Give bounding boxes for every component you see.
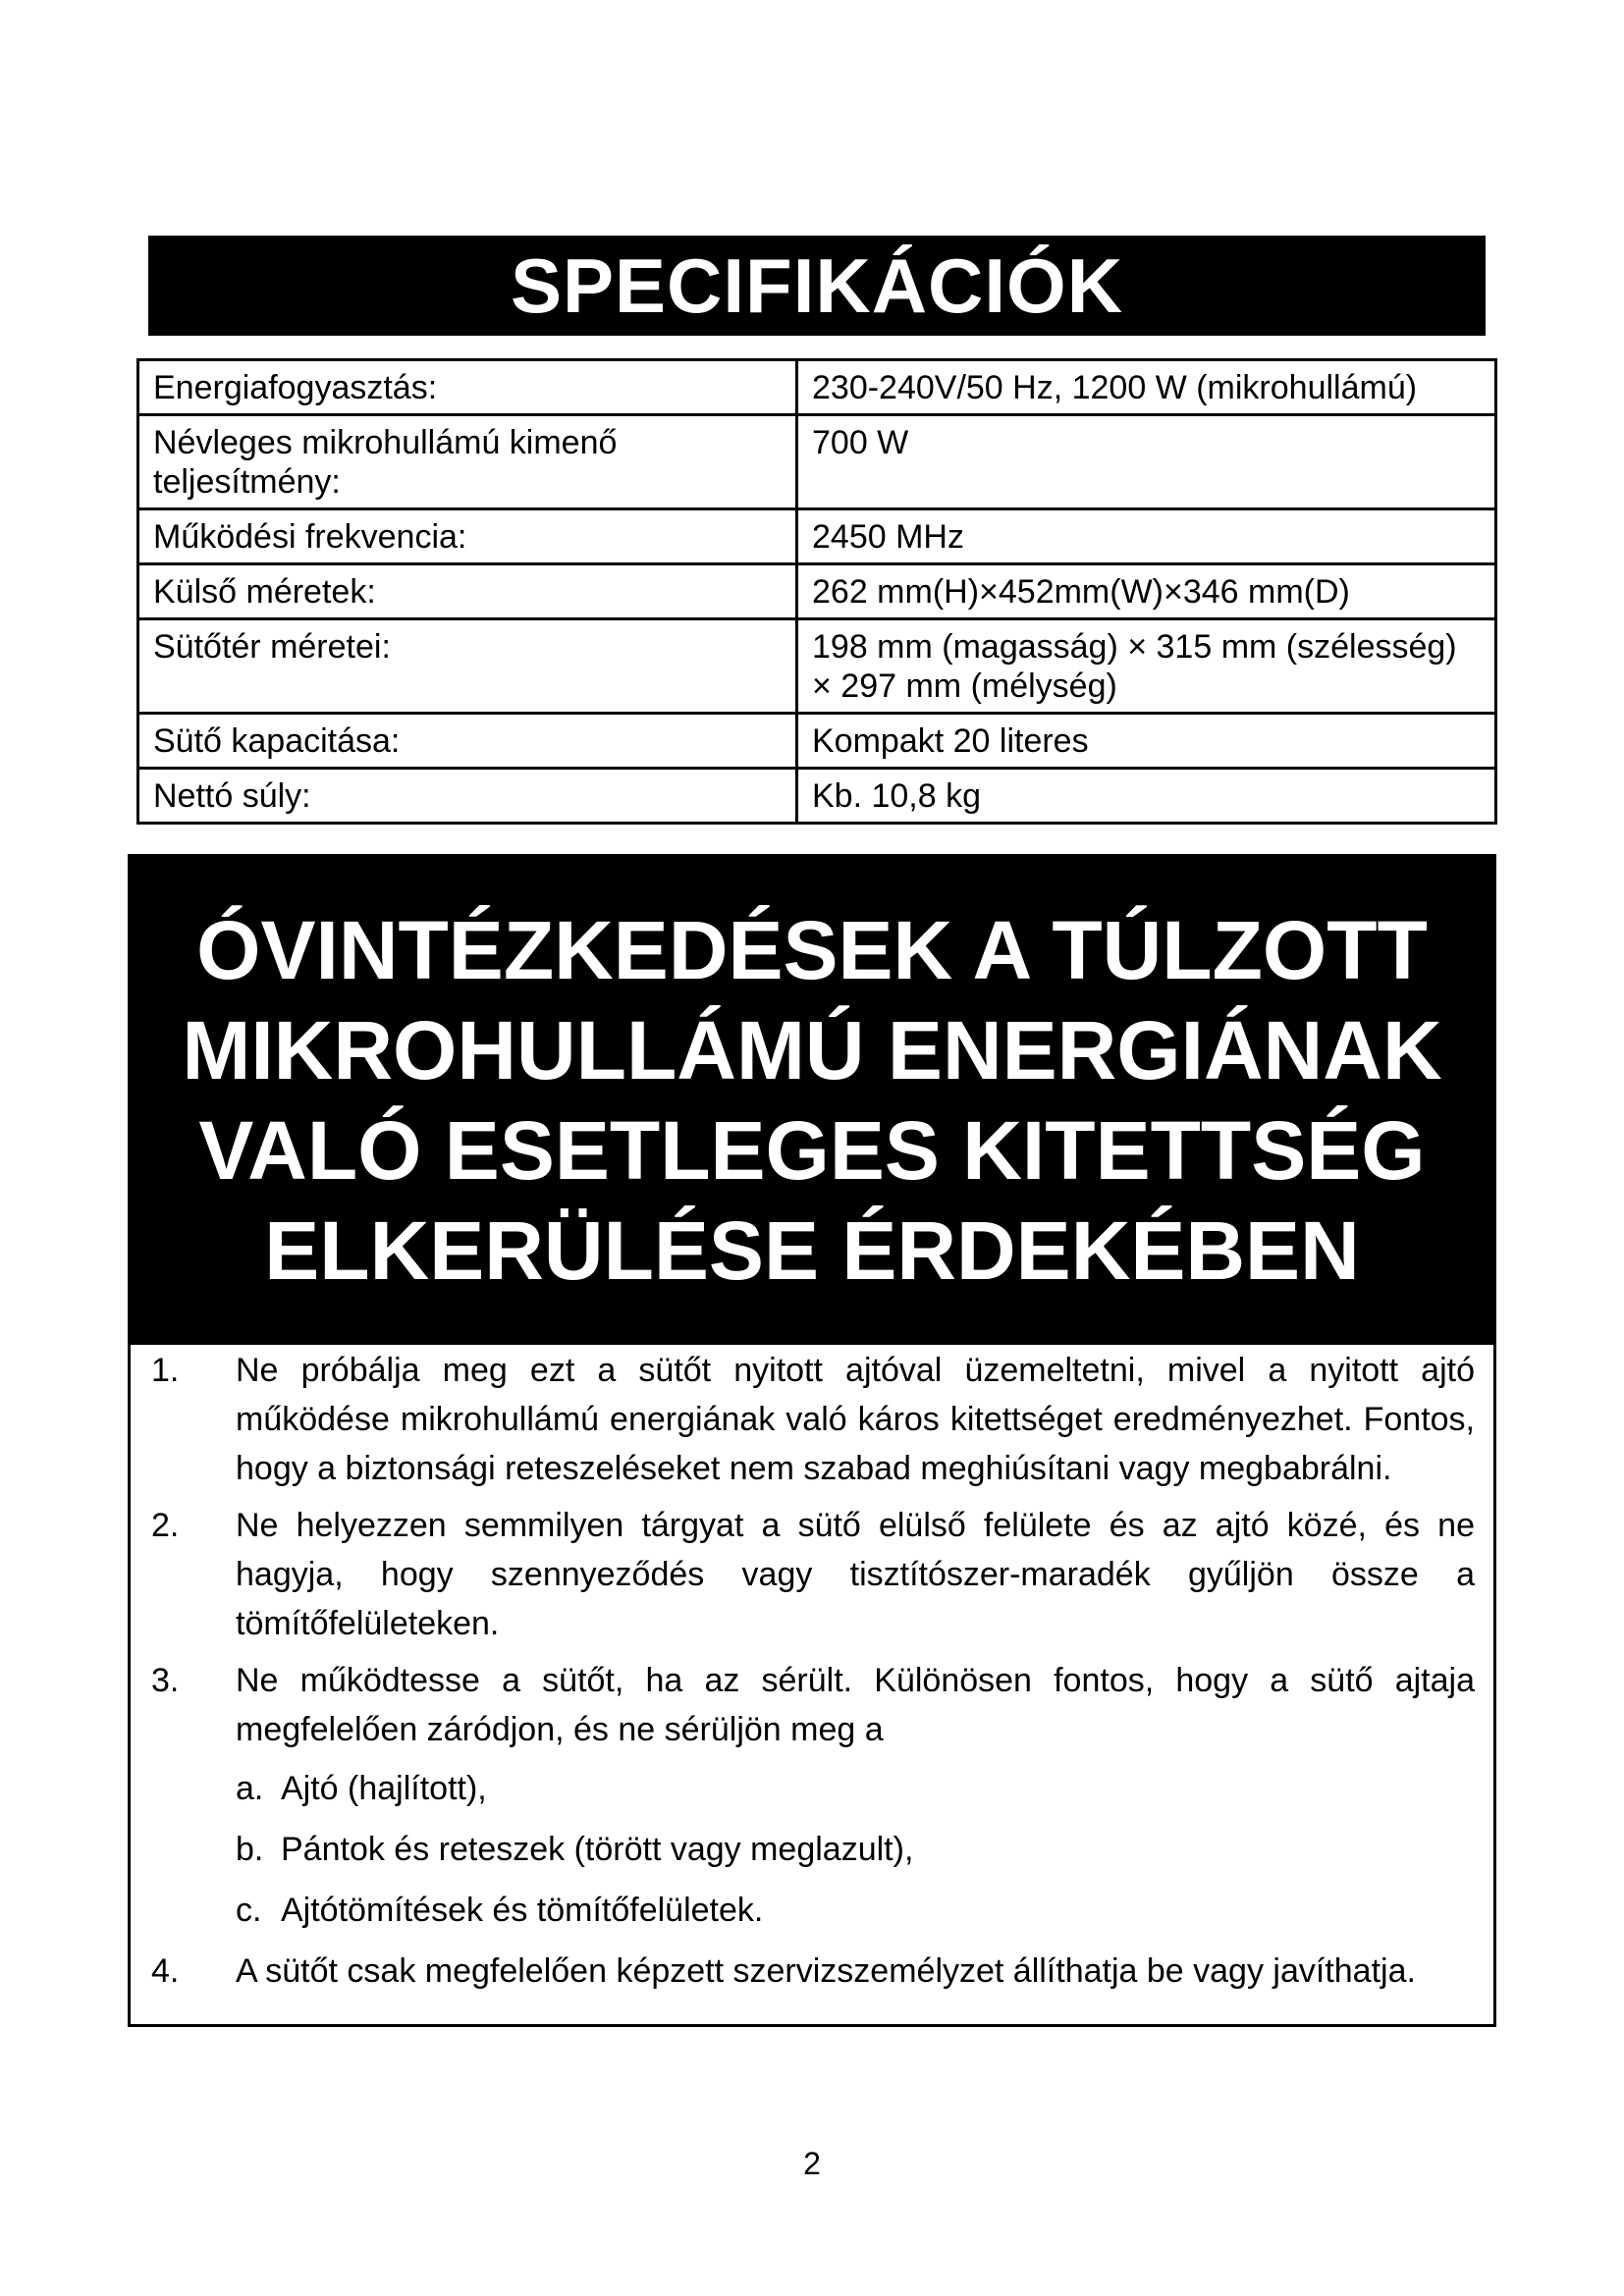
list-item-number: 3.: [151, 1662, 180, 1699]
list-item-number: 4.: [151, 1952, 180, 1990]
sub-list-item-text: Ajtótömítések és tömítőfelületek.: [281, 1892, 764, 1929]
spec-label: Külső méretek:: [138, 564, 797, 619]
list-item-text: A sütőt csak megfelelően képzett szervizszemélyzet állíthatja be vagy javíthatja.: [236, 1952, 1416, 1990]
spec-value: 262 mm(H)×452mm(W)×346 mm(D): [797, 564, 1496, 619]
spec-value: 198 mm (magasság) × 315 mm (szélesség) × 297 mm (mélység): [797, 619, 1496, 714]
sub-list-item: [236, 1764, 1475, 1813]
spec-row-weight: [138, 769, 1496, 824]
page-number: 2: [803, 2146, 821, 2181]
precautions-list: [147, 1346, 1475, 2003]
list-item-number: 2.: [151, 1507, 180, 1544]
spec-label: Működési frekvencia:: [138, 509, 797, 564]
list-item-text: Ne próbálja meg ezt a sütőt nyitott ajtóval üzemeltetni, mivel a nyitott ajtó működése mikrohullámú energiának való káros kitettséget eredményezhet. Fontos, hogy a biztonsági reteszeléseket nem szabad meghiúsítani vagy megbabrálni.: [236, 1352, 1475, 1487]
spec-label: Energiafogyasztás:: [138, 360, 797, 415]
list-item-number: 1.: [151, 1352, 180, 1389]
spec-row-capacity: [138, 714, 1496, 769]
spec-table: [136, 358, 1497, 825]
list-item: [147, 1656, 1475, 1935]
precautions-title-line: ELKERÜLÉSE ÉRDEKÉBEN: [264, 1204, 1360, 1297]
sub-list-item-letter: a.: [236, 1770, 264, 1807]
spec-row-power: [138, 360, 1496, 415]
spec-label: Sütőtér méretei:: [138, 619, 797, 714]
sub-list-item: [236, 1825, 1475, 1874]
sub-list-item-letter: b.: [236, 1831, 264, 1868]
precautions-title-line: MIKROHULLÁMÚ ENERGIÁNAK: [182, 1004, 1442, 1096]
spec-value: 700 W: [797, 415, 1496, 509]
spec-row-output: [138, 415, 1496, 509]
sub-list-item-text: Pántok és reteszek (törött vagy meglazult),: [281, 1831, 914, 1868]
spec-value: Kompakt 20 literes: [797, 714, 1496, 769]
precautions-title-line: ÓVINTÉZKEDÉSEK A TÚLZOTT: [196, 904, 1428, 996]
spec-row-outer-dimensions: [138, 564, 1496, 619]
spec-value: 230-240V/50 Hz, 1200 W (mikrohullámú): [797, 360, 1496, 415]
list-item: [147, 1947, 1475, 1996]
list-item: [147, 1501, 1475, 1648]
spec-row-frequency: [138, 509, 1496, 564]
precautions-title: [128, 854, 1496, 1345]
spec-title: SPECIFIKÁCIÓK: [148, 236, 1486, 336]
sub-list-item-letter: c.: [236, 1892, 262, 1929]
spec-row-cavity-dimensions: [138, 619, 1496, 714]
sub-list-item: [236, 1886, 1475, 1935]
spec-label: Névleges mikrohullámú kimenő teljesítmény:: [138, 415, 797, 509]
list-item-text: Ne működtesse a sütőt, ha az sérült. Különösen fontos, hogy a sütő ajtaja megfelelően záródjon, és ne sérüljön meg a: [236, 1662, 1475, 1748]
spec-label: Sütő kapacitása:: [138, 714, 797, 769]
precautions-title-line: VALÓ ESETLEGES KITETTSÉG: [198, 1104, 1426, 1197]
spec-value: Kb. 10,8 kg: [797, 769, 1496, 824]
spec-value: 2450 MHz: [797, 509, 1496, 564]
sub-list: [236, 1764, 1475, 1935]
spec-label: Nettó súly:: [138, 769, 797, 824]
list-item: [147, 1346, 1475, 1493]
sub-list-item-text: Ajtó (hajlított),: [281, 1770, 487, 1807]
list-item-text: Ne helyezzen semmilyen tárgyat a sütő elülső felülete és az ajtó közé, és ne hagyja, hogy szennyeződés vagy tisztítószer-maradék gyűljön össze a tömítőfelületeken.: [236, 1507, 1475, 1642]
